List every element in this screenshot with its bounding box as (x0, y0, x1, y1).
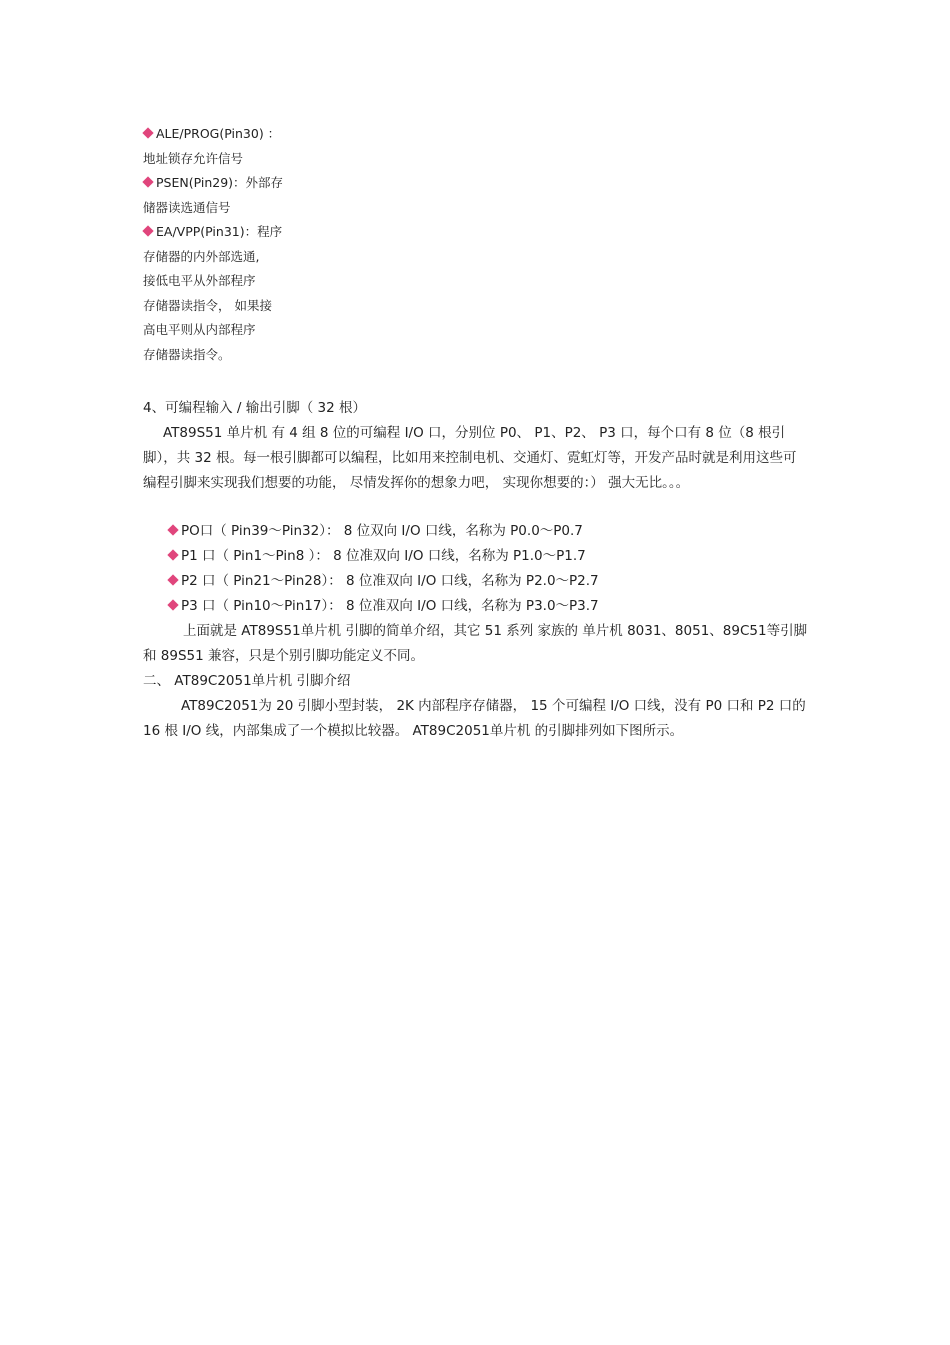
pin-note-text: 接低电平从外部程序 (143, 273, 256, 288)
pin-note-line (143, 122, 293, 147)
port-text: P2 口（ Pin21～Pin28）： 8 位准双向 I/O 口线，名称为 P2.0～P2.7 (181, 573, 599, 589)
pin-note-line (143, 147, 293, 172)
pin-note-line (143, 343, 293, 368)
diamond-bullet-icon (142, 225, 153, 236)
port-item-p3 (168, 594, 808, 619)
diamond-bullet-icon (167, 574, 178, 585)
port-list (143, 519, 808, 619)
section-4-title: 4、可编程输入 / 输出引脚（ 32 根） (143, 400, 366, 416)
summary-paragraph: 上面就是 AT89S51单片机 引脚的简单介绍，其它 51 系列 家族的 单片机 8031、8051、89C51等引脚和 89S51 兼容，只是个别引脚功能定义不同。 (143, 623, 808, 664)
pin-note-line (143, 294, 293, 319)
pin-note-text: PSEN(Pin29)：外部存 (156, 175, 284, 190)
pin-note-line (143, 220, 293, 245)
pin-note-text: 地址锁存允许信号 (143, 150, 244, 166)
section-4-paragraph: AT89S51 单片机 有 4 组 8 位的可编程 I/O 口，分别位 P0、 P1、P2、 P3 口，每个口有 8 位（8 根引脚），共 32 根。每一根引脚都可以编程，比如用来控制电机、交通灯、霓虹灯等，开发产品时就是利用这些可编程引脚来实现我们想要的功能， 尽情发挥你的想象力吧， 实现你想要的：） 强大无比。。。 (143, 425, 797, 491)
pin-note-line (143, 269, 293, 294)
pin-note-text: 存储器读指令。 (143, 346, 231, 362)
pin-note-text: ALE/PROG(Pin30) ： (156, 126, 281, 141)
pin-note-line (143, 245, 293, 270)
port-item-p0 (168, 519, 808, 544)
diamond-bullet-icon (142, 127, 153, 138)
pin-note-text: 储器读选通信号 (143, 199, 231, 215)
pin-note-text: EA/VPP(Pin31)：程序 (156, 224, 283, 239)
pin-note-text: 存储器读指令， 如果接 (143, 297, 272, 313)
diamond-bullet-icon (167, 599, 178, 610)
section-2-paragraph: AT89C2051为 20 引脚小型封装， 2K 内部程序存储器， 15 个可编程 I/O 口线，没有 P0 口和 P2 口的 16 根 I/O 线，内部集成了一个模拟比较器。 AT89C2051单片机 的引脚排列如下图所示。 (143, 698, 806, 739)
port-text: P3 口（ Pin10～Pin17）： 8 位准双向 I/O 口线，名称为 P3.0～P3.7 (181, 598, 599, 614)
port-item-p1 (168, 544, 808, 569)
pin-note-text: 高电平则从内部程序 (143, 322, 256, 337)
pin-notes-column (143, 122, 293, 367)
section-2-title: 二、 AT89C2051单片机 引脚介绍 (143, 673, 351, 689)
main-content (143, 396, 808, 744)
diamond-bullet-icon (142, 176, 153, 187)
port-text: P1 口（ Pin1～Pin8 ）： 8 位准双向 I/O 口线，名称为 P1.0～P1.7 (181, 548, 586, 564)
pin-note-line (143, 318, 293, 343)
diamond-bullet-icon (167, 524, 178, 535)
pin-note-line (143, 196, 293, 221)
diamond-bullet-icon (167, 549, 178, 560)
pin-note-line (143, 171, 293, 196)
port-item-p2 (168, 569, 808, 594)
pin-note-text: 存储器的内外部选通, (143, 248, 260, 264)
port-text: PO口（ Pin39～Pin32）： 8 位双向 I/O 口线，名称为 P0.0～P0.7 (181, 523, 583, 539)
